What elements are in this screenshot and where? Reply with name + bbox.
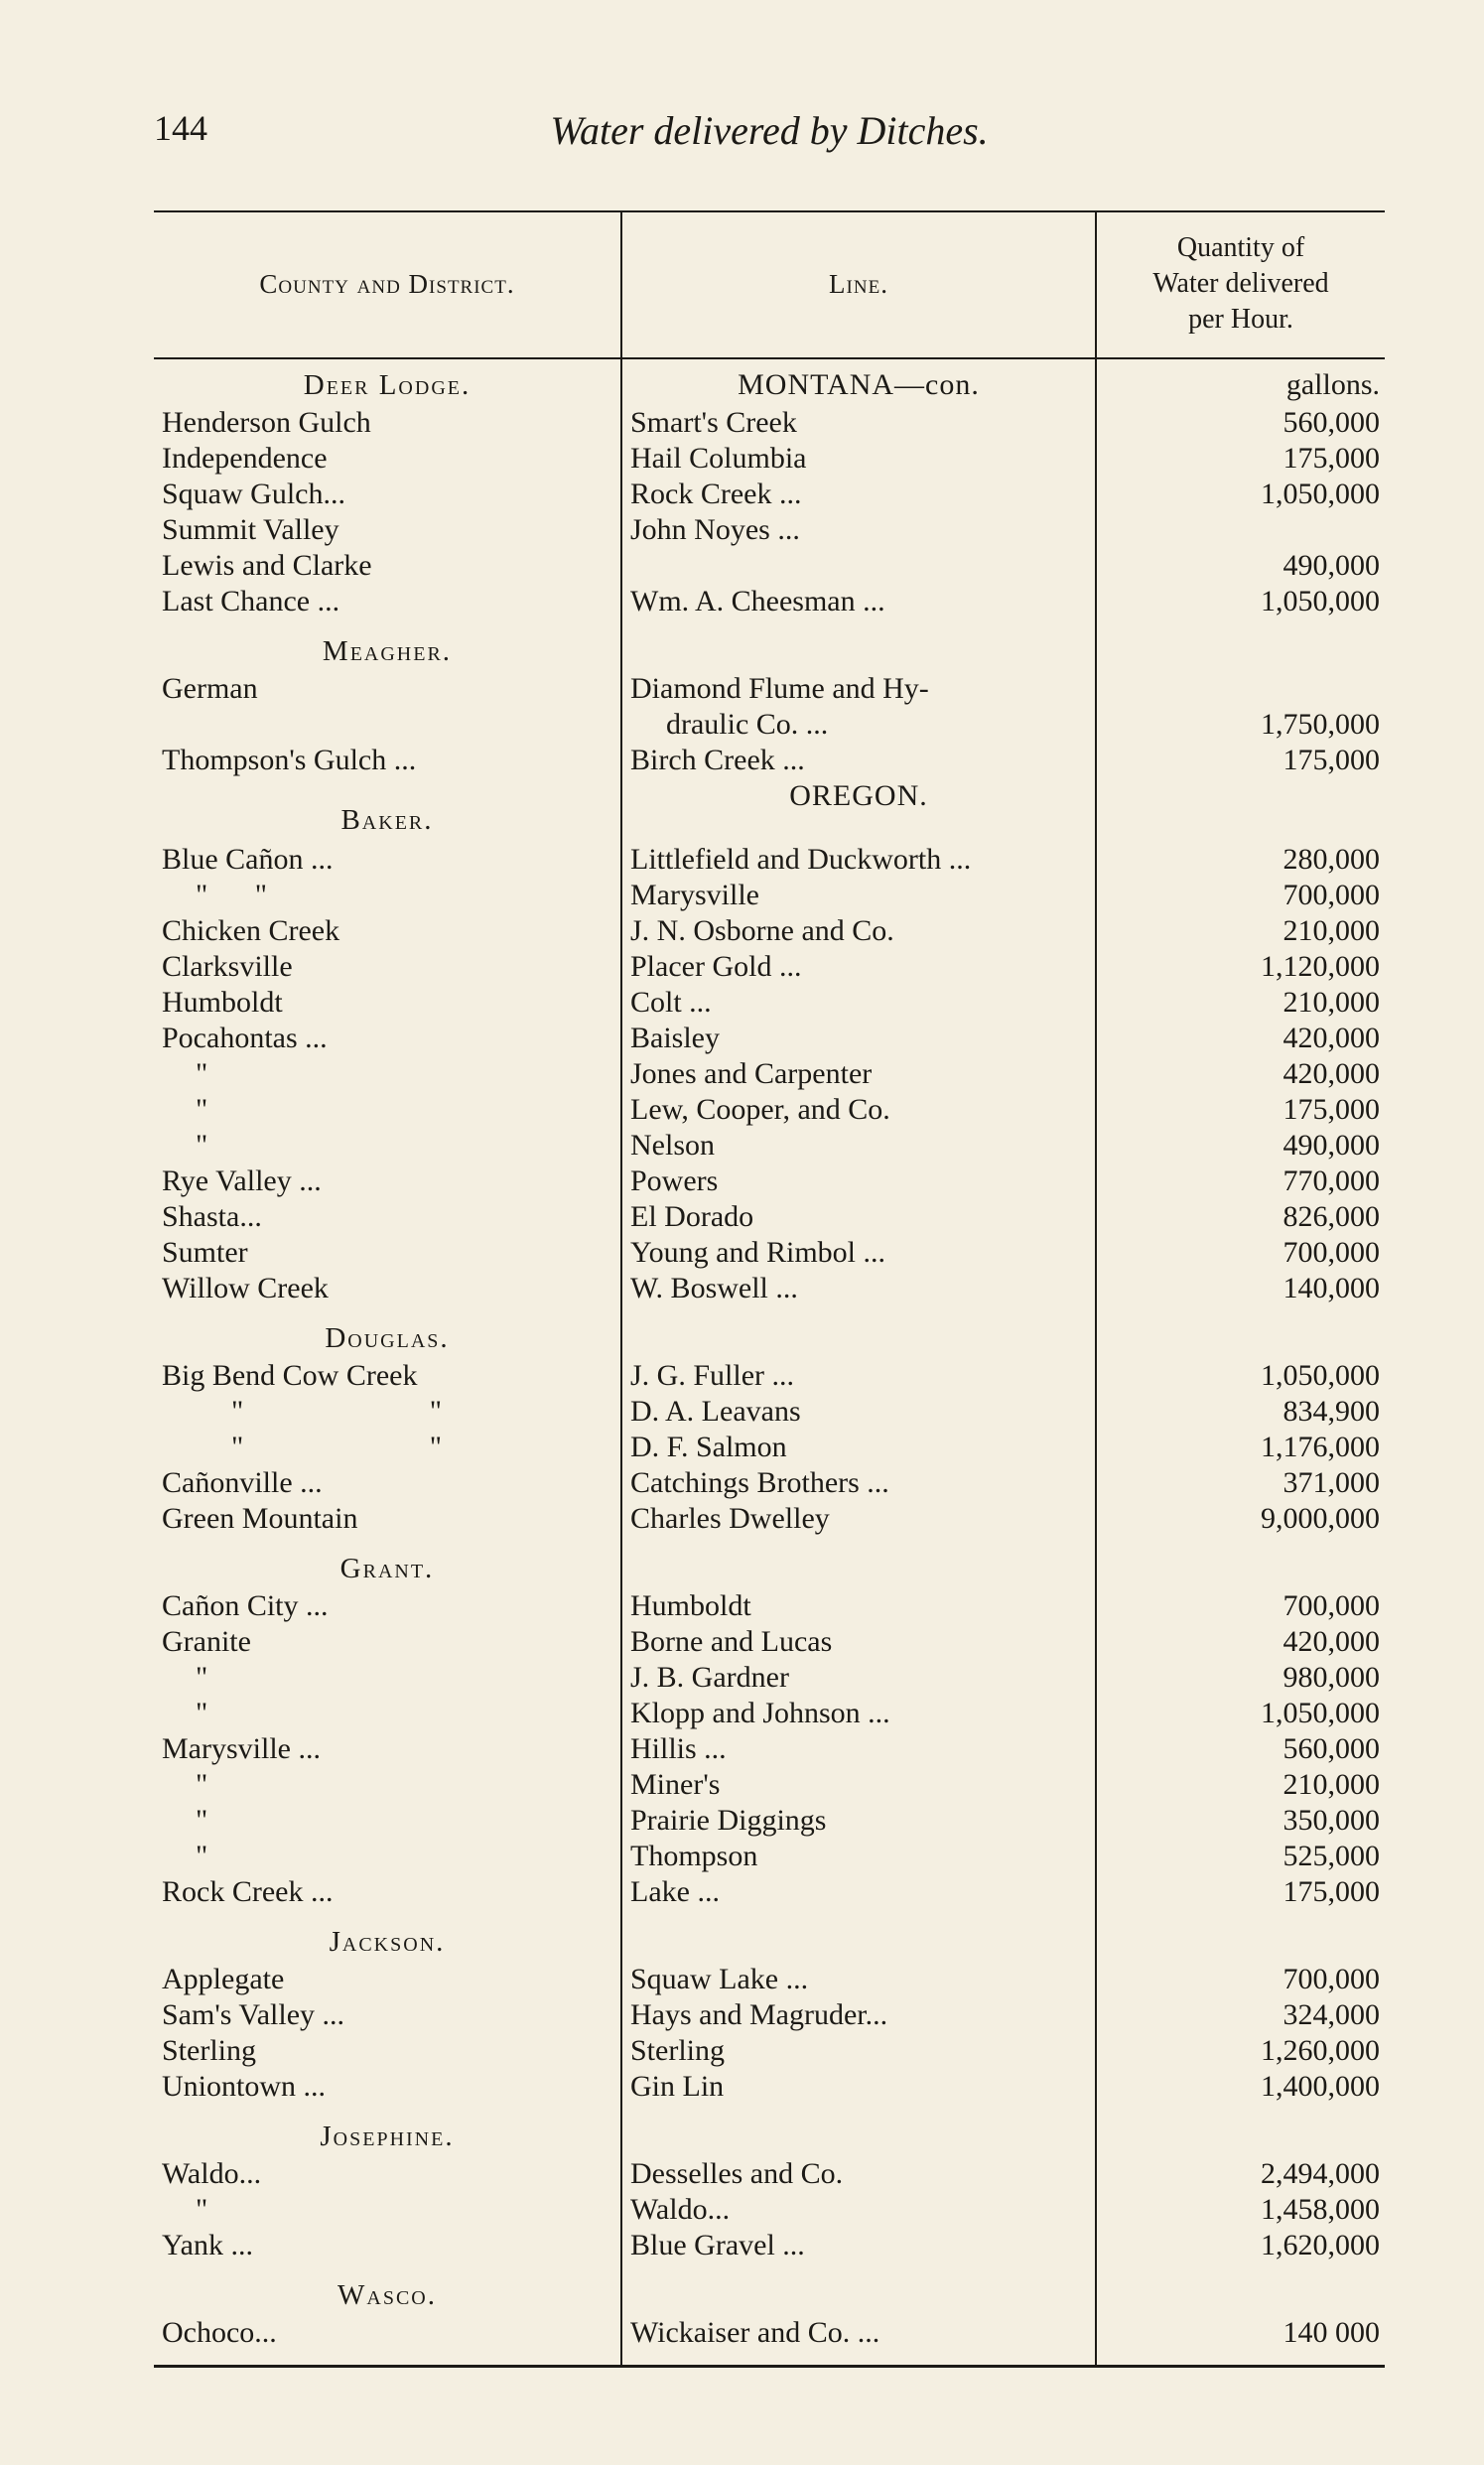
quantity-cell: 700,000 xyxy=(1282,1589,1380,1622)
line-cell: Powers xyxy=(630,1164,719,1197)
district-cell: Lewis and Clarke xyxy=(162,549,372,582)
running-title: Water delivered by Ditches. xyxy=(550,108,989,153)
district-cell: Squaw Gulch... xyxy=(162,478,345,510)
quantity-cell: 1,120,000 xyxy=(1261,950,1380,983)
county-heading: Douglas. xyxy=(325,1322,450,1354)
quantity-cell xyxy=(1097,671,1380,707)
quantity-cell: 420,000 xyxy=(1282,1057,1380,1090)
quantity-cell: 700,000 xyxy=(1282,1963,1380,1995)
quantity-cell: 175,000 xyxy=(1282,442,1380,475)
table-row xyxy=(154,1056,1385,1092)
quantity-cell: 490,000 xyxy=(1282,1129,1380,1162)
district-cell: Blue Cañon ... xyxy=(162,843,334,876)
district-cell: Ochoco... xyxy=(162,2316,277,2349)
ditch-water-table xyxy=(154,210,1385,2371)
district-cell: Willow Creek xyxy=(162,1272,329,1304)
table-row xyxy=(154,548,1385,584)
district-cell: Chicken Creek xyxy=(162,914,340,947)
district-cell: Marysville ... xyxy=(162,1732,321,1765)
quantity-cell: 371,000 xyxy=(1282,1466,1380,1499)
table-row xyxy=(154,2156,1385,2192)
district-cell: Sumter xyxy=(162,1236,248,1269)
quantity-cell xyxy=(1097,512,1380,548)
district-cell: Applegate xyxy=(162,1963,285,1995)
quantity-header-line-1: Quantity of xyxy=(1176,232,1305,263)
page-header xyxy=(154,107,1385,157)
line-cell: Young and Rimbol ... xyxy=(630,1236,885,1269)
quantity-cell: 140,000 xyxy=(1282,1272,1380,1304)
table-row xyxy=(154,1501,1385,1537)
column-header-quantity xyxy=(1097,210,1385,357)
district-cell: " xyxy=(196,1804,228,1837)
county-heading: Meagher. xyxy=(322,635,453,667)
line-cell: Catchings Brothers ... xyxy=(630,1466,889,1499)
line-cell: Hillis ... xyxy=(630,1732,727,1765)
quantity-cell: 350,000 xyxy=(1282,1804,1380,1837)
state-heading: MONTANA—con. xyxy=(738,368,980,401)
line-cell: Lake ... xyxy=(630,1875,720,1908)
quantity-cell: 525,000 xyxy=(1282,1840,1380,1872)
table-row xyxy=(154,1199,1385,1235)
table-row xyxy=(154,1696,1385,1731)
district-cell: Last Chance ... xyxy=(162,585,340,617)
line-cell: Wickaiser and Co. ... xyxy=(630,2316,880,2349)
quantity-cell: 834,900 xyxy=(1282,1395,1380,1428)
district-cell: Shasta... xyxy=(162,1200,262,1233)
line-cell: Miner's xyxy=(630,1768,721,1801)
state-heading: OREGON. xyxy=(789,779,928,812)
table-row xyxy=(154,2192,1385,2228)
quantity-cell: 1,050,000 xyxy=(1261,585,1380,617)
district-cell: Cañonville ... xyxy=(162,1466,323,1499)
quantity-cell: 1,260,000 xyxy=(1261,2034,1380,2067)
section-header-row xyxy=(154,367,1385,405)
quantity-cell: 980,000 xyxy=(1282,1661,1380,1694)
line-cell: D. A. Leavans xyxy=(630,1395,801,1428)
line-cell: Gin Lin xyxy=(630,2070,725,2103)
line-cell: Jones and Carpenter xyxy=(630,1057,873,1090)
table-row xyxy=(154,1430,1385,1465)
district-cell: Sam's Valley ... xyxy=(162,1998,345,2031)
line-cell: Humboldt xyxy=(630,1589,751,1622)
county-heading: Wasco. xyxy=(337,2279,437,2311)
quantity-cell: 560,000 xyxy=(1282,406,1380,439)
section-header-row xyxy=(154,1924,1385,1962)
quantity-cell: 280,000 xyxy=(1282,843,1380,876)
table-row xyxy=(154,949,1385,985)
quantity-cell: 1,750,000 xyxy=(1261,708,1380,741)
district-cell: " xyxy=(196,1057,228,1090)
district-cell: Rock Creek ... xyxy=(162,1875,334,1908)
line-cell: Baisley xyxy=(630,1022,720,1054)
table-row xyxy=(154,707,1385,743)
county-heading: Jackson. xyxy=(329,1926,446,1958)
table-row xyxy=(154,842,1385,878)
section-header-row xyxy=(154,1320,1385,1358)
line-cell: Lew, Cooper, and Co. xyxy=(630,1093,890,1126)
table-row xyxy=(154,913,1385,949)
line-cell: J. N. Osborne and Co. xyxy=(630,914,894,947)
line-cell: draulic Co. ... xyxy=(666,708,829,741)
line-cell: Blue Gravel ... xyxy=(630,2229,805,2261)
district-cell: " xyxy=(196,1840,228,1872)
table-row xyxy=(154,1767,1385,1803)
table-row xyxy=(154,512,1385,548)
quantity-cell: 1,458,000 xyxy=(1261,2193,1380,2226)
quantity-cell: 700,000 xyxy=(1282,1236,1380,1269)
quantity-cell: 140 000 xyxy=(1282,2316,1380,2349)
table-row xyxy=(154,1465,1385,1501)
quantity-cell: 420,000 xyxy=(1282,1625,1380,1658)
section-header-row xyxy=(154,2119,1385,2156)
district-cell: Humboldt xyxy=(162,986,283,1019)
line-cell: Smart's Creek xyxy=(630,406,797,439)
quantity-cell: 175,000 xyxy=(1282,1093,1380,1126)
district-cell: Henderson Gulch xyxy=(162,406,371,439)
quantity-header-line-2: Water delivered xyxy=(1152,268,1329,299)
table-row xyxy=(154,1874,1385,1910)
units-label: gallons. xyxy=(1285,368,1380,401)
line-cell: J. G. Fuller ... xyxy=(630,1359,794,1392)
table-row xyxy=(154,1128,1385,1164)
county-heading: Josephine. xyxy=(320,2121,455,2152)
line-cell: Littlefield and Duckworth ... xyxy=(630,843,972,876)
section-header-row xyxy=(154,804,1385,842)
line-cell: John Noyes ... xyxy=(630,513,800,546)
line-cell: Klopp and Johnson ... xyxy=(630,1697,890,1729)
quantity-header-line-3: per Hour. xyxy=(1188,304,1293,335)
table-row xyxy=(154,1588,1385,1624)
line-cell: Nelson xyxy=(630,1129,715,1162)
table-row xyxy=(154,477,1385,512)
quantity-cell: 770,000 xyxy=(1282,1164,1380,1197)
line-cell: Hail Columbia xyxy=(630,442,807,475)
district-cell: Rye Valley ... xyxy=(162,1164,322,1197)
district-cell: Waldo... xyxy=(162,2157,262,2190)
table-body xyxy=(154,367,1385,2351)
district-cell: " " xyxy=(196,879,287,911)
district-cell: Cañon City ... xyxy=(162,1589,329,1622)
table-row xyxy=(154,671,1385,707)
line-cell: D. F. Salmon xyxy=(630,1431,787,1463)
section-header-row xyxy=(154,2277,1385,2315)
district-cell: Clarksville xyxy=(162,950,293,983)
district-cell xyxy=(162,707,613,743)
district-cell: Big Bend Cow Creek xyxy=(162,1359,418,1392)
quantity-cell: 210,000 xyxy=(1282,986,1380,1019)
county-heading: Deer Lodge. xyxy=(303,369,472,401)
table-row xyxy=(154,2315,1385,2351)
quantity-cell: 324,000 xyxy=(1282,1998,1380,2031)
table-row xyxy=(154,2033,1385,2069)
column-header-district: County and District. xyxy=(259,268,515,299)
table-row xyxy=(154,405,1385,441)
table-row xyxy=(154,1021,1385,1056)
table-row xyxy=(154,1731,1385,1767)
table-row xyxy=(154,985,1385,1021)
table-row xyxy=(154,1660,1385,1696)
quantity-cell: 210,000 xyxy=(1282,914,1380,947)
quantity-cell: 1,050,000 xyxy=(1261,478,1380,510)
quantity-cell: 1,620,000 xyxy=(1261,2229,1380,2261)
table-row xyxy=(154,441,1385,477)
line-cell: Placer Gold ... xyxy=(630,950,802,983)
line-cell: Hays and Magruder... xyxy=(630,1998,888,2031)
quantity-cell: 210,000 xyxy=(1282,1768,1380,1801)
table-row xyxy=(154,1962,1385,1997)
district-cell: " xyxy=(196,1768,228,1801)
quantity-cell: 1,050,000 xyxy=(1261,1359,1380,1392)
table-row xyxy=(154,2069,1385,2105)
district-cell: Pocahontas ... xyxy=(162,1022,328,1054)
district-cell: " xyxy=(196,1697,228,1729)
district-cell: Green Mountain xyxy=(162,1502,358,1535)
quantity-cell: 420,000 xyxy=(1282,1022,1380,1054)
table-row xyxy=(154,2228,1385,2263)
quantity-cell: 175,000 xyxy=(1282,744,1380,776)
district-cell: Granite xyxy=(162,1625,251,1658)
header-rule xyxy=(154,357,1385,359)
district-cell: Summit Valley xyxy=(162,513,339,546)
district-cell: Yank ... xyxy=(162,2229,253,2261)
section-header-row xyxy=(154,1551,1385,1588)
line-cell: Marysville xyxy=(630,879,759,911)
table-row xyxy=(154,1164,1385,1199)
quantity-cell: 1,400,000 xyxy=(1261,2070,1380,2103)
district-cell: " xyxy=(196,1129,228,1162)
line-cell xyxy=(630,548,1089,584)
table-row xyxy=(154,743,1385,778)
table-row xyxy=(154,1271,1385,1306)
quantity-cell: 9,000,000 xyxy=(1261,1502,1380,1535)
district-cell: Thompson's Gulch ... xyxy=(162,744,417,776)
line-cell: J. B. Gardner xyxy=(630,1661,789,1694)
line-cell: Wm. A. Cheesman ... xyxy=(630,585,885,617)
quantity-cell: 560,000 xyxy=(1282,1732,1380,1765)
quantity-cell: 490,000 xyxy=(1282,549,1380,582)
line-cell: Colt ... xyxy=(630,986,712,1019)
district-cell: " xyxy=(196,1093,228,1126)
quantity-cell: 1,176,000 xyxy=(1261,1431,1380,1463)
line-cell: W. Boswell ... xyxy=(630,1272,798,1304)
section-header-row xyxy=(154,633,1385,671)
district-cell: German xyxy=(162,672,258,705)
table-row xyxy=(154,1839,1385,1874)
line-cell: Birch Creek ... xyxy=(630,744,805,776)
line-cell: Sterling xyxy=(630,2034,725,2067)
bottom-rule xyxy=(154,2365,1385,2368)
district-cell: Sterling xyxy=(162,2034,256,2067)
district-cell: " xyxy=(196,1661,228,1694)
quantity-cell: 826,000 xyxy=(1282,1200,1380,1233)
line-cell: Waldo... xyxy=(630,2193,731,2226)
table-row xyxy=(154,1803,1385,1839)
county-heading: Baker. xyxy=(340,804,434,836)
district-cell: " xyxy=(196,2193,228,2226)
quantity-cell: 175,000 xyxy=(1282,1875,1380,1908)
district-cell: " " xyxy=(231,1395,531,1428)
line-cell: Desselles and Co. xyxy=(630,2157,844,2190)
line-cell: Squaw Lake ... xyxy=(630,1963,809,1995)
table-row xyxy=(154,1997,1385,2033)
table-row xyxy=(154,878,1385,913)
line-cell: Borne and Lucas xyxy=(630,1625,833,1658)
table-row xyxy=(154,1624,1385,1660)
table-row xyxy=(154,1358,1385,1394)
line-cell: El Dorado xyxy=(630,1200,754,1233)
quantity-cell: 1,050,000 xyxy=(1261,1697,1380,1729)
district-cell: Uniontown ... xyxy=(162,2070,326,2103)
district-cell: Independence xyxy=(162,442,328,475)
table-row xyxy=(154,1235,1385,1271)
line-cell: Rock Creek ... xyxy=(630,478,802,510)
quantity-cell: 2,494,000 xyxy=(1261,2157,1380,2190)
table-row xyxy=(154,584,1385,619)
district-cell: " " xyxy=(231,1431,531,1463)
line-cell: Thompson xyxy=(630,1840,758,1872)
quantity-cell: 700,000 xyxy=(1282,879,1380,911)
table-row xyxy=(154,1394,1385,1430)
column-header-line: Line. xyxy=(829,268,888,299)
page-number: 144 xyxy=(154,108,207,148)
county-heading: Grant. xyxy=(339,1553,435,1584)
table-row xyxy=(154,1092,1385,1128)
line-cell: Prairie Diggings xyxy=(630,1804,827,1837)
line-cell: Charles Dwelley xyxy=(630,1502,830,1535)
line-cell: Diamond Flume and Hy- xyxy=(630,672,929,705)
